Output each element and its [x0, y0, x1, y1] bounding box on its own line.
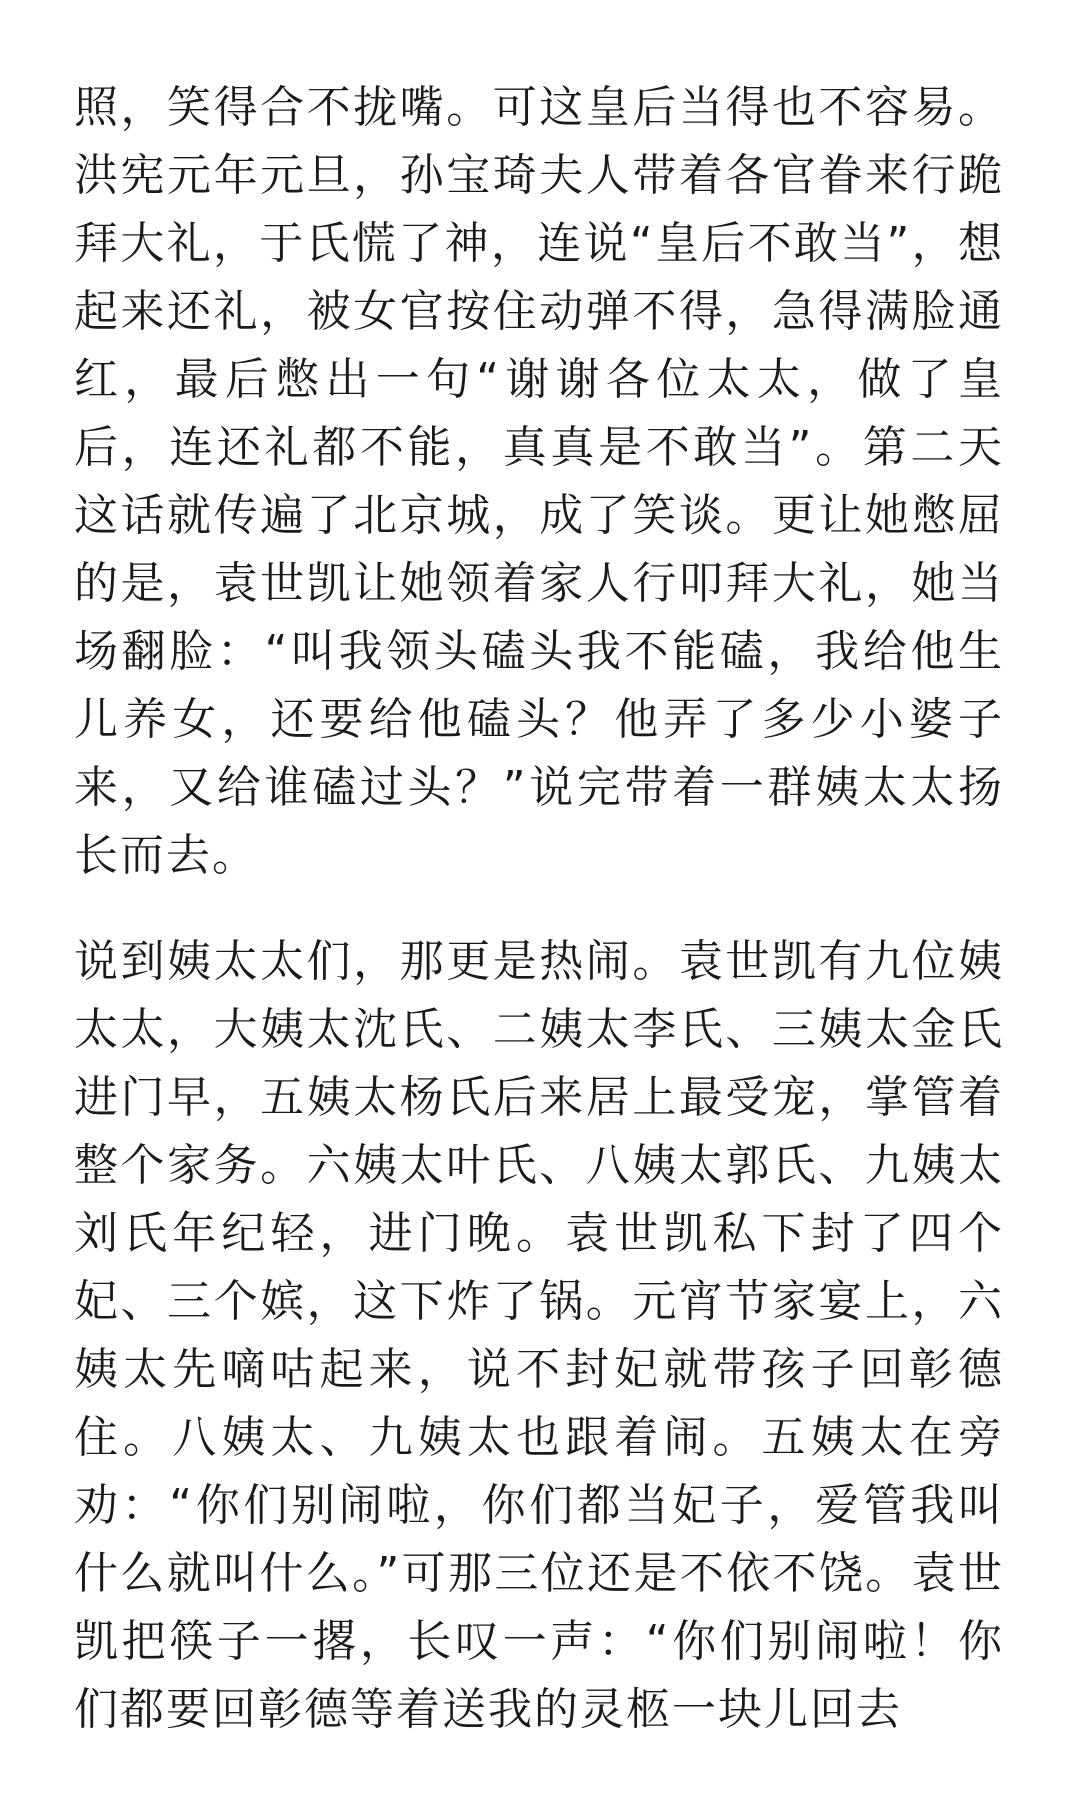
paragraph-2: 说到姨太太们，那更是热闹。袁世凯有九位姨太太，大姨太沈氏、二姨太李氏、三姨太金氏进门早，五姨太杨氏后来居上最受宠，掌管着整个家务。六姨太叶氏、八姨太郭氏、九姨太刘氏年纪轻，进门晚。袁世凯私下封了四个妃、三个嫔，这下炸了锅。元宵节家宴上，六姨太先嘀咕起来，说不封妃就带孩子回彰德住。八姨太、九姨太也跟着闹。五姨太在旁劝：“你们别闹啦，你们都当妃子，爱管我叫什么就叫什么。”可那三位还是不依不饶。袁世凯把筷子一撂，长叹一声：“你们别闹啦！你们都要回彰德等着送我的灵柩一块儿回去 [74, 936, 1004, 1735]
article-body [74, 74, 1004, 1744]
paragraph-1: 照，笑得合不拢嘴。可这皇后当得也不容易。洪宪元年元旦，孙宝琦夫人带着各官眷来行跪拜大礼，于氏慌了神，连说“皇后不敢当”，想起来还礼，被女官按住动弹不得，急得满脸通红，最后憋出一句“谢谢各位太太，做了皇后，连还礼都不能，真真是不敢当”。第二天这话就传遍了北京城，成了笑谈。更让她憋屈的是，袁世凯让她领着家人行叩拜大礼，她当场翻脸：“叫我领头磕头我不能磕，我给他生儿养女，还要给他磕头？他弄了多少小婆子来，又给谁磕过头？”说完带着一群姨太太扬长而去。 [74, 82, 1004, 881]
